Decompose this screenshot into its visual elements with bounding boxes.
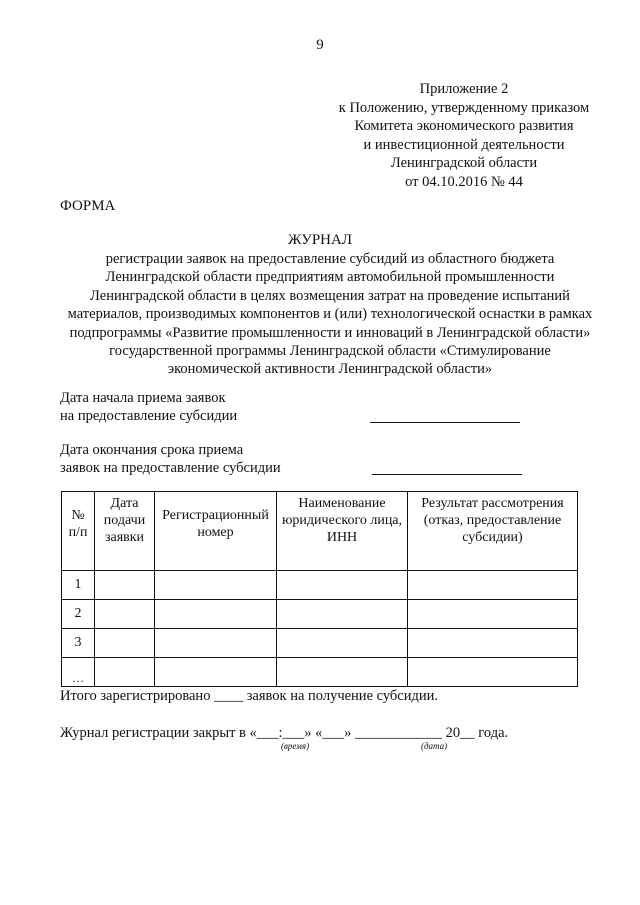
col-header-result: Результат рассмотрения (отказ, предоставление субсидии) (408, 492, 578, 571)
table-cell[interactable] (408, 658, 578, 687)
table-row (62, 600, 578, 629)
total-registered-text: Итого зарегистрировано ____ заявок на получение субсидии. (60, 688, 439, 704)
table-row (62, 629, 578, 658)
end-date-label-2: заявок на предоставление субсидии (60, 460, 281, 476)
page-number: 9 (316, 37, 324, 53)
description-line: экономической активности Ленинградской области» (167, 361, 493, 378)
table-row (62, 658, 578, 687)
table-cell[interactable] (277, 600, 408, 629)
table-cell[interactable] (95, 629, 155, 658)
table-cell[interactable] (95, 600, 155, 629)
row-number: 1 (62, 571, 95, 600)
start-date-block (60, 389, 237, 425)
end-date-label-1: Дата окончания срока приема (60, 442, 244, 458)
table-cell[interactable] (408, 600, 578, 629)
start-date-label-1: Дата начала приема заявок (60, 390, 226, 406)
journal-closed-text: Журнал регистрации закрыт в «___:___» «___» ____________ 20__ года. (60, 725, 509, 741)
start-date-label-2: на предоставление субсидии (60, 408, 238, 424)
table-cell[interactable] (277, 571, 408, 600)
table-cell[interactable] (277, 658, 408, 687)
row-number: 2 (62, 600, 95, 629)
col-header-number: № п/п (62, 492, 95, 571)
date-caption: (дата) (421, 741, 448, 751)
appendix-header (324, 80, 604, 191)
description-line: подпрограммы «Развитие промышленности и инноваций в Ленинградской области» (69, 324, 591, 341)
table-cell[interactable] (277, 629, 408, 658)
description-line: регистрации заявок на предоставление субсидий из областного бюджета (105, 251, 555, 267)
appendix-line: Комитета экономического развития (354, 118, 574, 134)
table-cell[interactable] (155, 600, 277, 629)
description-line: Ленинградской области предприятиям автомобильной промышленности (105, 269, 555, 286)
row-number: … (62, 658, 95, 687)
table-cell[interactable] (95, 571, 155, 600)
journal-description (50, 250, 610, 379)
table-cell[interactable] (155, 658, 277, 687)
table-cell[interactable] (155, 629, 277, 658)
description-line: материалов, производимых компонентов и (или) технологической оснастки в рамках (67, 306, 593, 323)
table-cell[interactable] (408, 571, 578, 600)
col-header-reg-number: Регистрационный номер (155, 492, 277, 571)
appendix-line: от 04.10.2016 № 44 (405, 173, 523, 190)
form-label: ФОРМА (60, 198, 116, 214)
col-header-entity-name: Наименование юридического лица, ИНН (277, 492, 408, 571)
appendix-line: к Положению, утвержденному приказом (338, 99, 590, 116)
table-cell[interactable] (155, 571, 277, 600)
table-cell[interactable] (95, 658, 155, 687)
time-caption: (время) (281, 741, 310, 751)
appendix-line: Ленинградской области (390, 155, 538, 171)
table-row (62, 571, 578, 600)
journal-title: ЖУРНАЛ (287, 232, 353, 248)
col-header-date: Дата подачи заявки (95, 492, 155, 571)
appendix-line: и инвестиционной деятельности (363, 136, 565, 153)
table-header-row (62, 492, 578, 571)
registration-table (61, 491, 578, 687)
appendix-line: Приложение 2 (419, 81, 509, 97)
table-cell[interactable] (408, 629, 578, 658)
end-date-block (60, 441, 281, 477)
description-line: Ленинградской области в целях возмещения затрат на проведение испытаний (90, 287, 570, 304)
description-line: государственной программы Ленинградской области «Стимулирование (109, 343, 551, 360)
row-number: 3 (62, 629, 95, 658)
